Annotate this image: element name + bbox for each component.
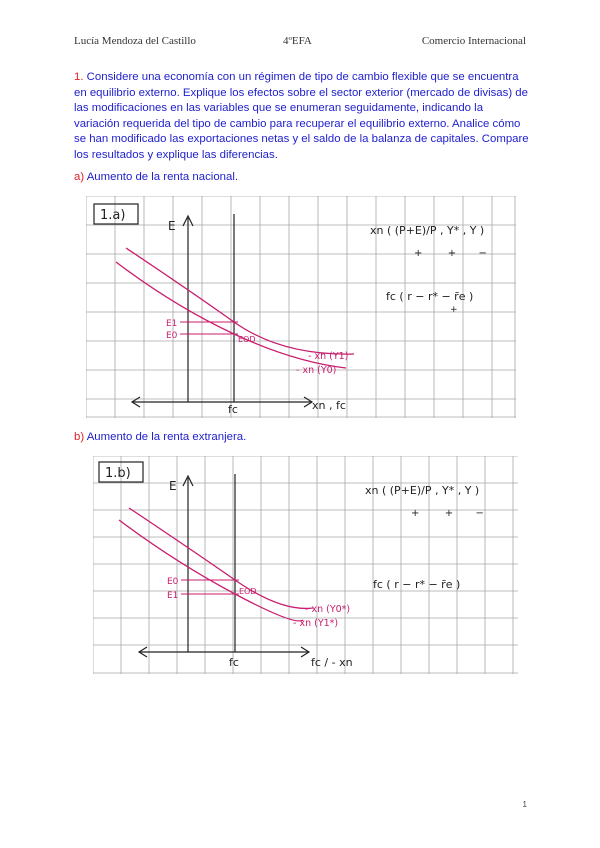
equation-fc: fc ( r − r* − r̄e ) <box>386 290 474 303</box>
question-text: Considere una economía con un régimen de tipo de cambio flexible que se encuentra en equilibrio externo. Explique los efectos sobre el sector exterior (mercado de divisas) de las modificaciones en las variables que se enumeran seguidamente, indicando la variación requerida del tipo de cambio para recuperar el equilibrio externo. Analice cómo se han modificado las exportaciones netas y el saldo de la balanza de capitales. Compare los resultados y explique las diferencias. <box>74 71 529 161</box>
part-b-heading <box>74 431 246 443</box>
part-b-label: b) <box>74 431 85 443</box>
header-author: Lucía Mendoza del Castillo <box>74 35 196 47</box>
part-a-text: Aumento de la renta nacional. <box>86 171 239 183</box>
graph-part-b <box>93 456 518 674</box>
equation-xn: xn ( (P+E)/P , Y* , Y ) <box>370 224 485 237</box>
part-a-heading <box>74 171 238 183</box>
y-axis-label: E <box>168 219 176 233</box>
equation-xn-signs: + + − <box>411 508 484 519</box>
x-axis-label: fc / - xn <box>311 656 353 669</box>
curve-upper-label: - xn (Y0*) <box>305 604 351 615</box>
e0-label: E0 <box>167 577 179 587</box>
eod-label: EOD <box>238 335 256 344</box>
header-course: 4ºEFA <box>283 35 312 47</box>
graph-part-a <box>86 196 516 418</box>
header-subject: Comercio Internacional <box>421 35 526 47</box>
x-axis-label: xn , fc <box>312 399 346 412</box>
e1-label: E1 <box>166 319 178 329</box>
curve-xn-y0-star <box>129 508 313 608</box>
y-axis-label: E <box>169 479 177 493</box>
equation-fc: fc ( r − r* − r̄e ) <box>373 578 461 591</box>
equation-fc-signs: + <box>450 305 458 315</box>
curve-upper-label: - xn (Y1) <box>308 351 349 362</box>
part-b-text: Aumento de la renta extranjera. <box>86 431 247 443</box>
question-paragraph <box>74 70 529 163</box>
page-number: 1 <box>522 800 527 809</box>
e1-label: E1 <box>167 591 179 601</box>
equation-xn-signs: + + − <box>414 248 487 259</box>
curve-lower-label: - xn (Y0) <box>296 365 337 376</box>
curve-lower-label: - xn (Y1*) <box>293 618 339 629</box>
eod-label: EOD <box>239 587 257 596</box>
curve-xn-y1-star <box>119 520 303 621</box>
x-tick-fc: fc <box>229 656 239 669</box>
question-number: 1. <box>74 71 84 83</box>
equation-xn: xn ( (P+E)/P , Y* , Y ) <box>365 484 480 497</box>
part-a-label: a) <box>74 171 85 183</box>
x-tick-fc: fc <box>228 403 238 416</box>
graph-label: 1.a) <box>100 208 126 223</box>
graph-label: 1.b) <box>105 466 131 481</box>
e0-label: E0 <box>166 331 178 341</box>
